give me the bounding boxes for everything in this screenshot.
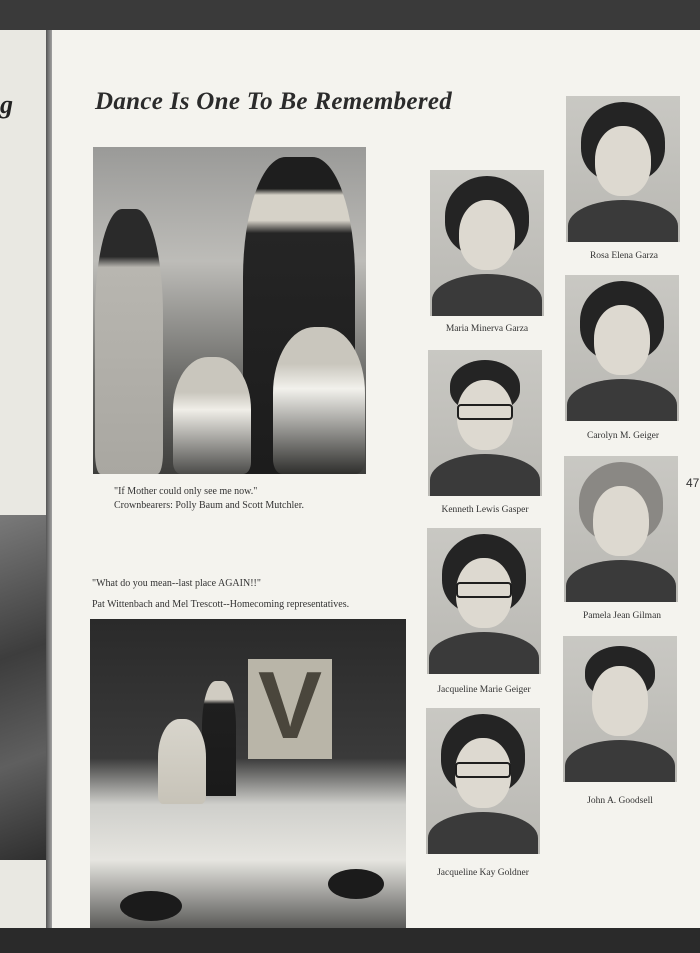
page-number: 47 bbox=[686, 476, 700, 490]
float-wheel bbox=[328, 869, 384, 899]
portrait-name: Jacqueline Kay Goldner bbox=[437, 868, 529, 878]
portrait-photo bbox=[428, 350, 542, 496]
portrait-name: Carolyn M. Geiger bbox=[586, 431, 660, 441]
facing-page-photo bbox=[0, 515, 48, 860]
portrait-photo bbox=[426, 708, 540, 854]
portrait-name: Jacqueline Marie Geiger bbox=[437, 685, 531, 695]
float-rider-figure bbox=[158, 719, 206, 804]
crownbearers-photo bbox=[93, 147, 366, 474]
float-caption: Pat Wittenbach and Mel Trescott--Homecoming representatives. bbox=[92, 599, 350, 610]
homecoming-float-photo bbox=[90, 619, 406, 928]
scan-top-edge bbox=[0, 0, 700, 30]
glasses-icon bbox=[455, 762, 511, 778]
facing-page bbox=[0, 30, 48, 928]
portrait-photo bbox=[430, 170, 544, 316]
crownbearers-quote: "If Mother could only see me now." bbox=[114, 486, 258, 497]
facing-page-heading-fragment: g bbox=[0, 90, 13, 119]
portrait-name: Pamela Jean Gilman bbox=[582, 611, 662, 621]
scan-bottom-edge bbox=[0, 928, 700, 953]
queen-figure bbox=[95, 209, 163, 474]
escort-figure bbox=[202, 681, 236, 796]
crownbearer-girl bbox=[173, 357, 251, 474]
portrait-photo bbox=[566, 96, 680, 242]
glasses-icon bbox=[456, 582, 512, 598]
float-wheel bbox=[120, 891, 182, 921]
glasses-icon bbox=[457, 404, 513, 420]
portrait-photo bbox=[565, 275, 679, 421]
crownbearer-boy bbox=[273, 327, 365, 474]
page-title: Dance Is One To Be Remembered bbox=[95, 88, 453, 115]
portrait-name: Kenneth Lewis Gasper bbox=[441, 505, 529, 515]
float-banner-letter: V bbox=[257, 652, 323, 759]
portrait-photo bbox=[564, 456, 678, 602]
portrait-photo bbox=[427, 528, 541, 674]
portrait-name: Maria Minerva Garza bbox=[445, 324, 529, 334]
portrait-name: Rosa Elena Garza bbox=[589, 251, 659, 261]
float-quote: "What do you mean--last place AGAIN!!" bbox=[92, 578, 261, 589]
crownbearers-caption: Crownbearers: Polly Baum and Scott Mutchler. bbox=[114, 500, 304, 511]
portrait-photo bbox=[563, 636, 677, 782]
portrait-name: John A. Goodsell bbox=[587, 796, 653, 806]
